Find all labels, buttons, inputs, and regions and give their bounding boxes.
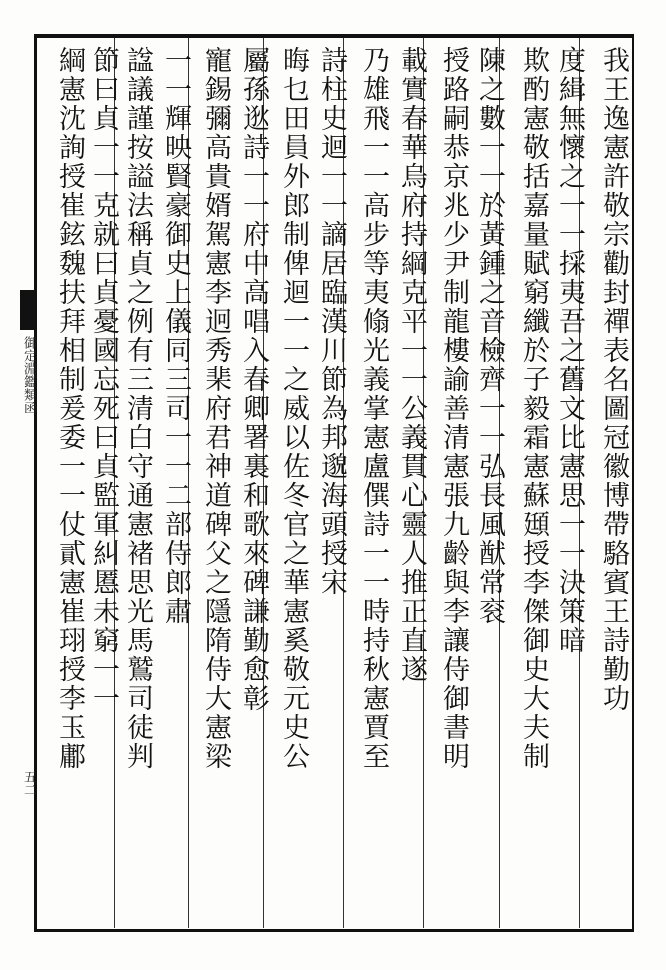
text-column-14: 節曰貞一一克就曰貞憂國忘死曰貞監軍糾慝未窮一一 — [88, 46, 119, 713]
text-column-2: 度緝無懷之一一採夷吾之舊文比憲思一一決策暗 — [554, 46, 585, 655]
text-column-15: 綱憲沈詢授崔鉉魏扶拜相制爰委一一仗貳憲崔珝授李玉鄘 — [54, 46, 85, 771]
text-column-12: 一一輝映賢豪御史上儀同三司一一二部侍郎肅 — [160, 46, 191, 626]
folio-number: 五二 — [21, 770, 36, 796]
frame-bottom-rule — [36, 929, 634, 932]
text-column-5: 授路嗣恭京兆少尹制龍樓諭善清憲張九齡與李讓侍御書明 — [438, 46, 469, 771]
frame-right-rule — [632, 34, 634, 932]
text-column-1: 我王逸憲許敬宗勸封禪表名圖冠徽博帶駱賓王詩勤功 — [598, 46, 629, 713]
text-column-11: 寵錫彌高貴婿駕憲李迥秀棐府君神道碑父之隱隋侍大憲梁 — [200, 46, 231, 771]
text-column-13: 諡議謹按謚法稱貞之例有三清白守通憲褚思光馬鷲司徒判 — [122, 46, 153, 771]
text-column-3: 欺酌憲敬括嘉量賦窮纖於子毅霜憲蘇頲授李傑御史大夫制 — [518, 46, 549, 771]
text-column-4: 陳之數一一於黃鍾之音檢齊一一弘長風猷常衮 — [474, 46, 505, 626]
text-column-6: 載實春華烏府持綱克平一一公義貫心靈人推正直遂 — [396, 46, 427, 684]
gutter-margin — [20, 290, 36, 670]
text-column-7: 乃雄飛一一高步等夷翛光義掌憲盧僎詩一一時持秋憲賈至 — [358, 46, 389, 771]
frame-top-rule — [36, 34, 634, 38]
gutter-book-title: 御定淵鑑類函 — [21, 336, 36, 414]
text-column-9: 晦乜田員外郎制俾迴一一之威以佐冬官之華憲奚敬元史公 — [278, 46, 309, 771]
text-column-8: 詩柱史迴一一謫居臨漢川節為邦邈海頭授宋 — [316, 46, 347, 597]
fishtail-block — [20, 290, 36, 330]
text-column-10: 屬孫逖詩一一府中高唱入春卿署裏和歌來碑謙勤愈彰 — [238, 46, 269, 713]
